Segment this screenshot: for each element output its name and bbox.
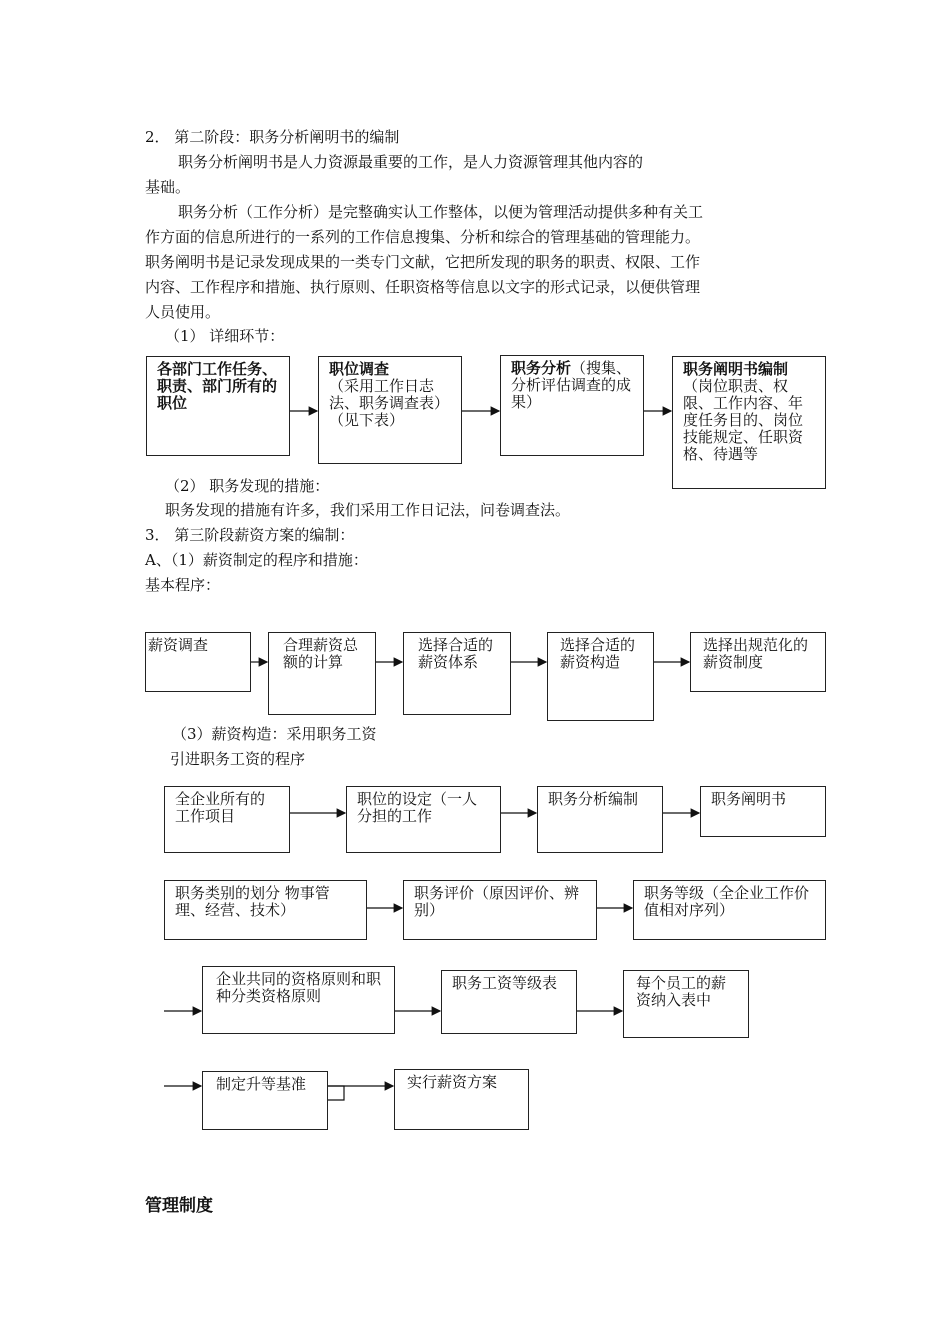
flow3-box-job-classification xyxy=(164,880,367,940)
flow3-box-employee-salary-text: 每个员工的薪资纳入表中 xyxy=(636,974,727,1009)
footer-heading: 管理制度 xyxy=(145,1196,213,1216)
flow1-box-job-description-title: 职务阐明书编制 xyxy=(683,360,789,378)
flow3-box-implement-plan xyxy=(394,1069,529,1130)
step1-label: （1） 详细环节： xyxy=(165,327,285,345)
section3-sub-a: A、（1）薪资制定的程序和措施： xyxy=(145,551,368,569)
flow1-box-job-analysis-title: 职务分析 xyxy=(511,359,572,377)
flow2-box-salary-system-text: 选择合适的薪资体系 xyxy=(418,636,494,671)
flow3-box-job-analysis xyxy=(537,786,663,853)
flow3-box-job-analysis-text: 职务分析编制 xyxy=(548,790,639,808)
flow3-box-qualification-principle-text: 企业共同的资格原则和职种分类资格原则 xyxy=(216,970,382,1005)
flow3-box-qualification-principle xyxy=(202,966,395,1034)
flow1-box-departments xyxy=(146,356,290,456)
flow3-box-job-description xyxy=(700,786,826,837)
flow2-box-salary-regulation xyxy=(690,632,826,692)
flow1-box-position-survey-sub: （采用工作日志法、职务调查表）（见下表） xyxy=(329,377,450,429)
section2-paragraph2-line1: 职务分析（工作分析）是完整确实认工作整体，以便为管理活动提供多种有关工 xyxy=(178,203,704,221)
flow3-box-position-setting xyxy=(346,786,501,853)
flow1-box-job-description xyxy=(672,356,826,489)
flow3-box-salary-grade-table xyxy=(441,970,577,1034)
flow3-box-work-items xyxy=(164,786,290,853)
step2-text: 职务发现的措施有许多，我们采用工作日记法，问卷调查法。 xyxy=(165,501,571,519)
flow3-box-job-description-text: 职务阐明书 xyxy=(711,790,787,808)
flow3-box-job-grade xyxy=(633,880,826,940)
flow3-box-position-setting-text: 职位的设定（一人分担的工作 xyxy=(357,790,478,825)
flow2-box-salary-survey-text: 薪资调查 xyxy=(148,636,209,654)
flow1-box-position-survey-title: 职位调查 xyxy=(329,360,390,378)
flow2-box-salary-survey xyxy=(145,632,251,692)
section2-paragraph3-line3: 人员使用。 xyxy=(145,303,221,321)
flow3-r4-bracket xyxy=(328,1086,344,1100)
step2-label: （2） 职务发现的措施： xyxy=(165,477,330,495)
flow3-box-implement-plan-text: 实行薪资方案 xyxy=(407,1073,498,1091)
flow3-box-employee-salary xyxy=(623,970,749,1038)
section3-title: 3． 第三阶段薪资方案的编制： xyxy=(145,526,355,544)
section2-paragraph3-line1: 职务阐明书是记录发现成果的一类专门文献，它把所发现的职务的职责、权限、工作 xyxy=(145,253,701,271)
flow2-box-total-salary-text: 合理薪资总额的计算 xyxy=(283,636,359,671)
section2-paragraph3-line2: 内容、工作程序和措施、执行原则、任职资格等信息以文字的形式记录，以便供管理 xyxy=(145,278,701,296)
flow1-box-job-analysis xyxy=(500,355,644,456)
flow3-box-job-classification-text: 职务类别的划分 物事管理、经营、技术） xyxy=(175,884,330,919)
flow1-box-job-analysis-sub: （搜集、分析评估调查的成果） xyxy=(511,359,632,411)
flow2-box-salary-structure-text: 选择合适的薪资构造 xyxy=(560,636,636,671)
section2-paragraph1-line2: 基础。 xyxy=(145,178,191,196)
flow2-box-total-salary xyxy=(268,632,376,715)
flow2-box-salary-regulation-text: 选择出规范化的薪资制度 xyxy=(703,636,809,671)
flow3-box-salary-grade-table-text: 职务工资等级表 xyxy=(452,974,558,992)
section2-paragraph2-line2: 作方面的信息所进行的一系列的工作信息搜集、分析和综合的管理基础的管理能力。 xyxy=(145,228,701,246)
flow3-box-promotion-standard-text: 制定升等基准 xyxy=(216,1075,307,1093)
flow2-box-salary-system xyxy=(403,632,511,715)
section2-paragraph1-line1: 职务分析阐明书是人力资源最重要的工作，是人力资源管理其他内容的 xyxy=(178,153,644,171)
flow1-box-position-survey xyxy=(318,356,462,464)
step3-sub: 引进职务工资的程序 xyxy=(170,750,306,768)
flow1-box-job-description-sub: （岗位职责、权限、工作内容、年度任务目的、岗位技能规定、任职资格、待遇等 xyxy=(683,377,804,463)
step3-label: （3）薪资构造：采用职务工资 xyxy=(172,725,377,743)
section2-title: 2． 第二阶段：职务分析阐明书的编制 xyxy=(145,128,400,146)
flow3-box-job-grade-text: 职务等级（全企业工作价值相对序列） xyxy=(644,884,810,919)
flow1-box-departments-text: 各部门工作任务、职责、部门所有的职位 xyxy=(157,360,278,412)
flow3-box-job-evaluation xyxy=(403,880,597,940)
flow3-box-job-evaluation-text: 职务评价（原因评价、辨别） xyxy=(414,884,580,919)
flow3-box-promotion-standard xyxy=(202,1071,328,1130)
flow2-box-salary-structure xyxy=(547,632,654,721)
basic-program-label: 基本程序： xyxy=(145,576,221,594)
flow3-box-work-items-text: 全企业所有的工作项目 xyxy=(175,790,266,825)
